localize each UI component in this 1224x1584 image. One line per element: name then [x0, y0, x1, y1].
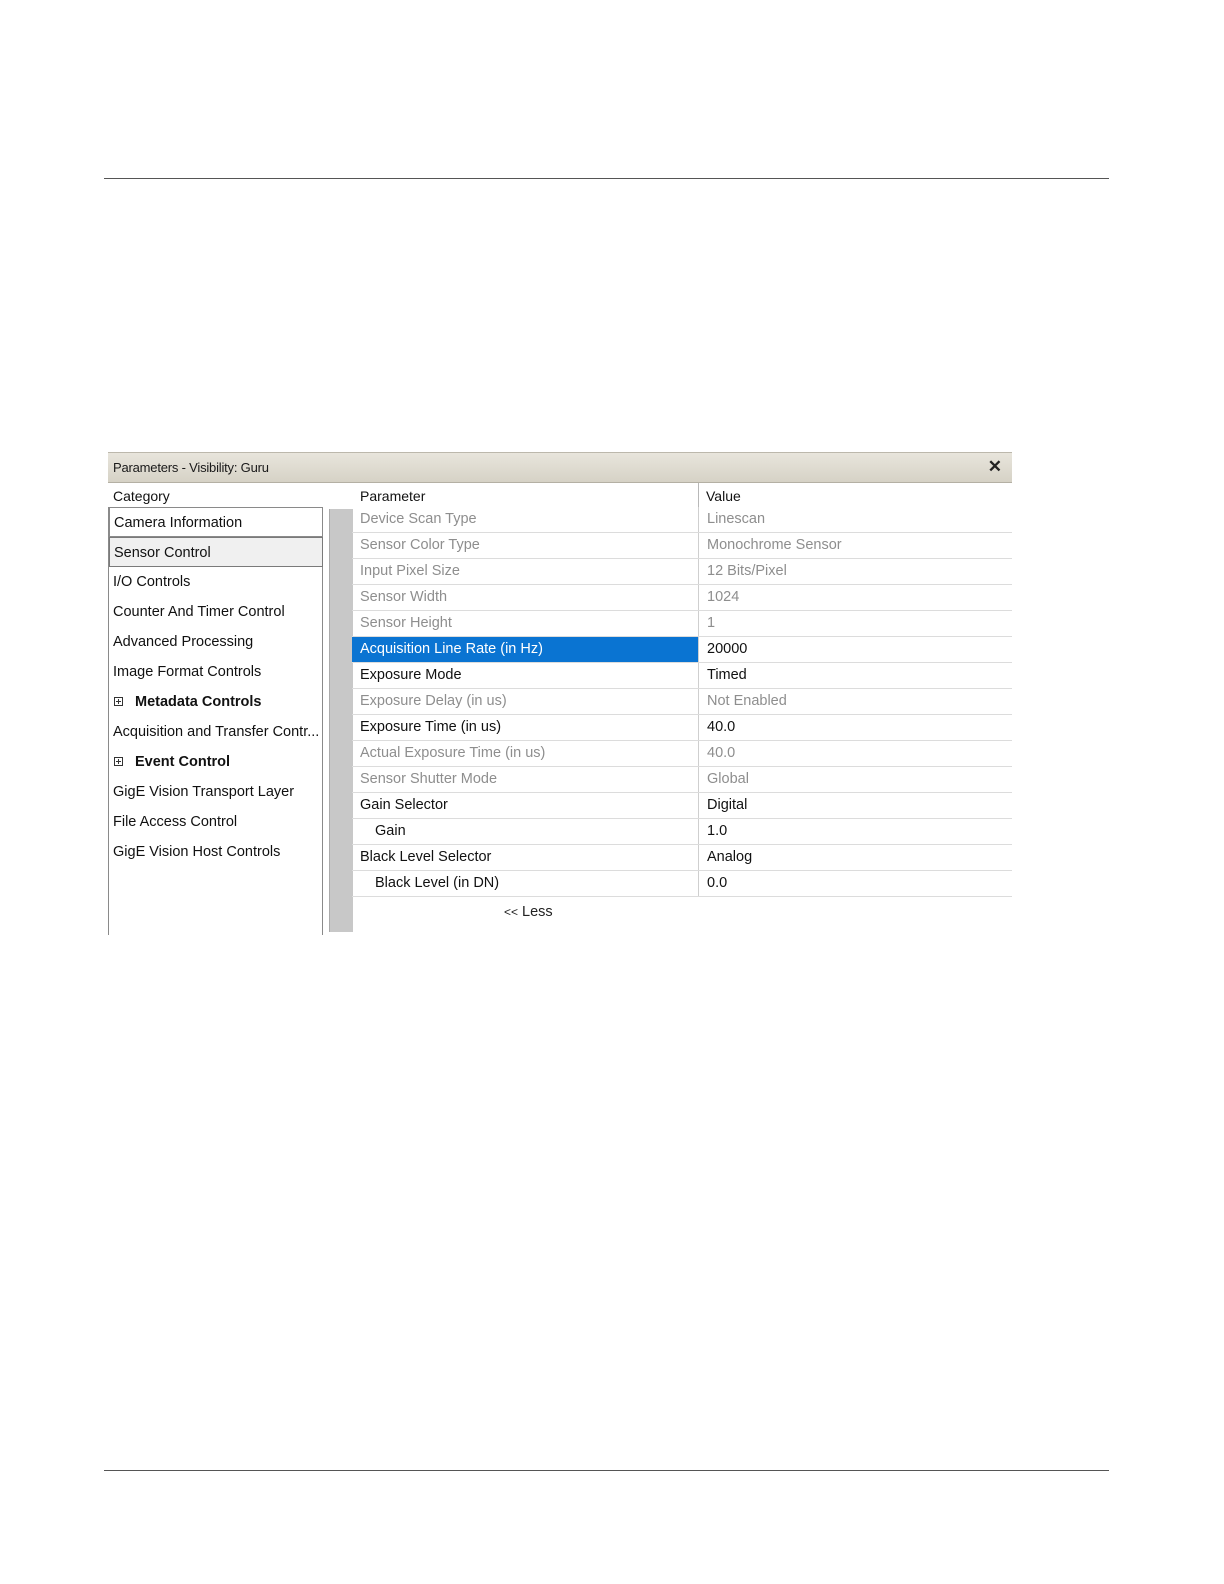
param-row-acquisition-line-rate[interactable] [352, 637, 1012, 663]
category-item-event-control[interactable] [109, 747, 323, 777]
param-name: Device Scan Type [360, 511, 477, 527]
parameter-column-header[interactable]: Parameter [360, 488, 426, 504]
param-value[interactable]: Digital [698, 793, 1012, 818]
category-header-label: Category [113, 488, 170, 504]
param-name: Exposure Delay (in us) [360, 693, 507, 709]
param-name: Black Level Selector [360, 849, 492, 865]
parameters-window [108, 452, 1012, 935]
param-row-sensor-width[interactable] [352, 585, 1012, 611]
category-item-camera-information[interactable] [109, 507, 323, 537]
param-name: Sensor Shutter Mode [360, 771, 498, 787]
category-item-file-access[interactable] [109, 807, 323, 837]
param-row-sensor-shutter-mode[interactable] [352, 767, 1012, 793]
double-left-arrow-icon: << [504, 905, 519, 919]
category-item-label: Metadata Controls [135, 694, 262, 710]
param-row-sensor-color-type[interactable] [352, 533, 1012, 559]
category-header [108, 483, 330, 507]
category-item-gige-transport[interactable] [109, 777, 323, 807]
category-item-advanced-processing[interactable] [109, 627, 323, 657]
param-name: Gain Selector [360, 797, 448, 813]
param-value[interactable]: 1.0 [698, 819, 1012, 844]
page-top-rule [104, 178, 1109, 179]
param-value: 1024 [698, 585, 1012, 610]
window-titlebar[interactable] [108, 452, 1012, 483]
category-item-acquisition-transfer[interactable] [109, 717, 323, 747]
category-item-label: Event Control [135, 754, 231, 770]
window-title: Parameters - Visibility: Guru [113, 460, 269, 475]
grid-row-gutter [329, 509, 353, 932]
param-value[interactable]: Timed [698, 663, 1012, 688]
param-row-exposure-mode[interactable] [352, 663, 1012, 689]
param-name: Exposure Mode [360, 667, 462, 683]
param-value: Not Enabled [698, 689, 1012, 714]
category-item-label: I/O Controls [113, 574, 191, 590]
param-row-exposure-delay[interactable] [352, 689, 1012, 715]
param-value-editor[interactable]: 20000 [698, 637, 1012, 662]
close-icon[interactable]: ✕ [987, 457, 1002, 476]
column-divider[interactable] [698, 483, 699, 507]
param-row-black-level-selector[interactable] [352, 845, 1012, 871]
param-value: 40.0 [698, 741, 1012, 766]
param-value: Linescan [698, 507, 1012, 532]
category-panel [108, 507, 323, 935]
param-value: 12 Bits/Pixel [698, 559, 1012, 584]
category-item-image-format[interactable] [109, 657, 323, 687]
category-item-label: Advanced Processing [113, 634, 254, 650]
category-item-sensor-control[interactable] [109, 537, 323, 567]
param-row-gain-selector[interactable] [352, 793, 1012, 819]
param-name: Gain [375, 823, 406, 839]
expand-plus-icon[interactable] [114, 757, 123, 766]
value-column-header[interactable]: Value [706, 488, 741, 504]
page-bottom-rule [104, 1470, 1109, 1471]
param-value: Monochrome Sensor [698, 533, 1012, 558]
category-item-gige-host[interactable] [109, 837, 323, 867]
param-value[interactable]: Analog [698, 845, 1012, 870]
param-name: Exposure Time (in us) [360, 719, 502, 735]
category-item-label: Sensor Control [114, 545, 211, 561]
param-name: Input Pixel Size [360, 563, 460, 579]
category-item-label: Image Format Controls [113, 664, 262, 680]
grid-header [352, 483, 1012, 507]
param-name: Acquisition Line Rate (in Hz) [352, 637, 698, 662]
expand-plus-icon[interactable] [114, 697, 123, 706]
param-value: Global [698, 767, 1012, 792]
category-item-io-controls[interactable] [109, 567, 323, 597]
category-item-label: GigE Vision Transport Layer [113, 784, 295, 800]
param-row-sensor-height[interactable] [352, 611, 1012, 637]
param-value[interactable]: 0.0 [698, 871, 1012, 896]
category-item-metadata-controls[interactable] [109, 687, 323, 717]
param-name: Actual Exposure Time (in us) [360, 745, 546, 761]
param-value: 1 [698, 611, 1012, 636]
param-value[interactable]: 40.0 [698, 715, 1012, 740]
param-row-input-pixel-size[interactable] [352, 559, 1012, 585]
param-row-gain[interactable] [352, 819, 1012, 845]
category-item-label: Camera Information [114, 515, 243, 531]
category-item-label: File Access Control [113, 814, 238, 830]
param-row-black-level[interactable] [352, 871, 1012, 897]
parameter-grid [352, 507, 1012, 897]
param-name: Black Level (in DN) [375, 875, 500, 891]
param-row-device-scan-type[interactable] [352, 507, 1012, 533]
category-item-counter-timer[interactable] [109, 597, 323, 627]
category-item-label: Acquisition and Transfer Contr... [113, 724, 320, 740]
less-label: Less [522, 904, 553, 920]
param-name: Sensor Height [360, 615, 452, 631]
category-item-label: Counter And Timer Control [113, 604, 285, 620]
less-button[interactable] [504, 904, 553, 920]
param-row-exposure-time[interactable] [352, 715, 1012, 741]
param-name: Sensor Width [360, 589, 448, 605]
category-item-label: GigE Vision Host Controls [113, 844, 281, 860]
param-row-actual-exposure-time[interactable] [352, 741, 1012, 767]
param-name: Sensor Color Type [360, 537, 480, 553]
